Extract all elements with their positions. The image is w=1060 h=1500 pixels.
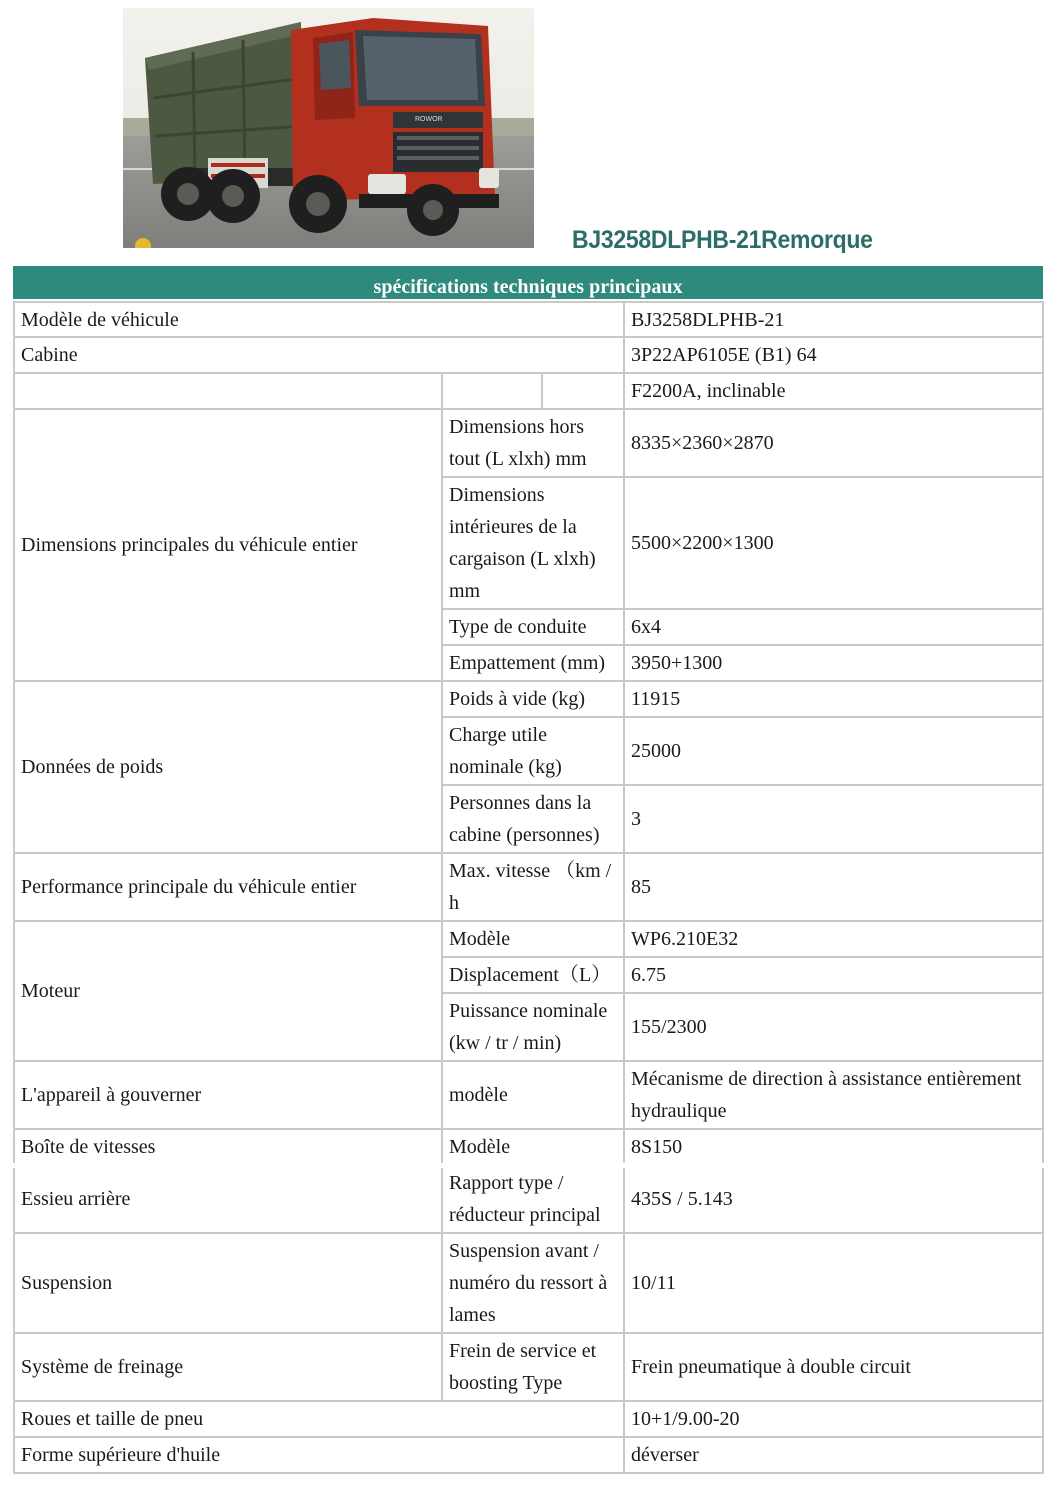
cell-sublabel: Dimensions intérieures de la cargaison (L xlxh) mm	[442, 477, 624, 609]
cell-sublabel: Poids à vide (kg)	[442, 681, 624, 717]
group-label: Données de poids	[14, 681, 442, 853]
table-row	[14, 1233, 1043, 1333]
cell-sublabel: Max. vitesse （km / h	[442, 853, 624, 921]
cell-empty	[542, 373, 624, 409]
table-row	[14, 1333, 1043, 1401]
cell-value: 3	[624, 785, 1043, 853]
group-label: Moteur	[14, 921, 442, 1061]
table-row	[14, 921, 1043, 957]
cell-value: F2200A, inclinable	[624, 373, 1043, 409]
table-row	[14, 373, 1043, 409]
spec-table	[13, 301, 1044, 1474]
table-row	[14, 1061, 1043, 1129]
cell-sublabel: Rapport type / réducteur principal	[442, 1165, 624, 1233]
table-row	[14, 337, 1043, 373]
group-label: L'appareil à gouverner	[14, 1061, 442, 1129]
cell-sublabel: Type de conduite	[442, 609, 624, 645]
cell-value: 11915	[624, 681, 1043, 717]
cell-value: 10/11	[624, 1233, 1043, 1333]
cell-value: BJ3258DLPHB-21	[624, 302, 1043, 337]
cell-sublabel: Personnes dans la cabine (personnes)	[442, 785, 624, 853]
cell-value: 6.75	[624, 957, 1043, 993]
cell-sublabel: Modèle	[442, 1129, 624, 1165]
group-label: Boîte de vitesses	[14, 1129, 442, 1165]
section-banner	[13, 266, 1043, 299]
cell-sublabel: Frein de service et boosting Type	[442, 1333, 624, 1401]
brand-logo-text: ROWOR	[415, 116, 443, 123]
cell-sublabel: Modèle	[442, 921, 624, 957]
cell-value: 155/2300	[624, 993, 1043, 1061]
cell-value: 8335×2360×2870	[624, 409, 1043, 477]
cell-sublabel: Displacement（L）	[442, 957, 624, 993]
table-row	[14, 681, 1043, 717]
cell-value: 3950+1300	[624, 645, 1043, 681]
table-row	[14, 409, 1043, 477]
truck-photo	[123, 8, 534, 248]
table-row	[14, 853, 1043, 921]
cell-sublabel: Charge utile nominale (kg)	[442, 717, 624, 785]
cell-value: WP6.210E32	[624, 921, 1043, 957]
cell-value: 10+1/9.00-20	[624, 1401, 1043, 1437]
cell-value: 435S / 5.143	[624, 1165, 1043, 1233]
cell-value: 85	[624, 853, 1043, 921]
cell-value: 3P22AP6105E (B1) 64	[624, 337, 1043, 373]
table-row	[14, 1165, 1043, 1233]
page-break-gap	[0, 1163, 1060, 1168]
cell-value: 5500×2200×1300	[624, 477, 1043, 609]
cell-label: Forme supérieure d'huile	[14, 1437, 624, 1473]
cell-value: 8S150	[624, 1129, 1043, 1165]
cell-sublabel: Suspension avant / numéro du ressort à lames	[442, 1233, 624, 1333]
group-label: Système de freinage	[14, 1333, 442, 1401]
cell-value: 6x4	[624, 609, 1043, 645]
group-label: Performance principale du véhicule entier	[14, 853, 442, 921]
cell-sublabel: modèle	[442, 1061, 624, 1129]
group-label: Essieu arrière	[14, 1165, 442, 1233]
table-row	[14, 1401, 1043, 1437]
cell-label: Modèle de véhicule	[14, 302, 624, 337]
cell-sublabel: Dimensions hors tout (L xlxh) mm	[442, 409, 624, 477]
cell-label: Roues et taille de pneu	[14, 1401, 624, 1437]
cell-sublabel: Puissance nominale (kw / tr / min)	[442, 993, 624, 1061]
table-row	[14, 302, 1043, 337]
cell-value: 25000	[624, 717, 1043, 785]
banner-title: spécifications techniques principaux	[373, 276, 683, 298]
cell-value: déverser	[624, 1437, 1043, 1473]
group-label: Dimensions principales du véhicule entier	[14, 409, 442, 681]
cell-value: Mécanisme de direction à assistance entièrement hydraulique	[624, 1061, 1043, 1129]
cell-value: Frein pneumatique à double circuit	[624, 1333, 1043, 1401]
document-title: BJ3258DLPHB-21Remorque	[572, 226, 873, 254]
cell-empty	[442, 373, 542, 409]
group-label: Suspension	[14, 1233, 442, 1333]
cell-label: Cabine	[14, 337, 624, 373]
cell-empty	[14, 373, 442, 409]
table-row	[14, 1437, 1043, 1473]
cell-sublabel: Empattement (mm)	[442, 645, 624, 681]
table-row	[14, 1129, 1043, 1165]
